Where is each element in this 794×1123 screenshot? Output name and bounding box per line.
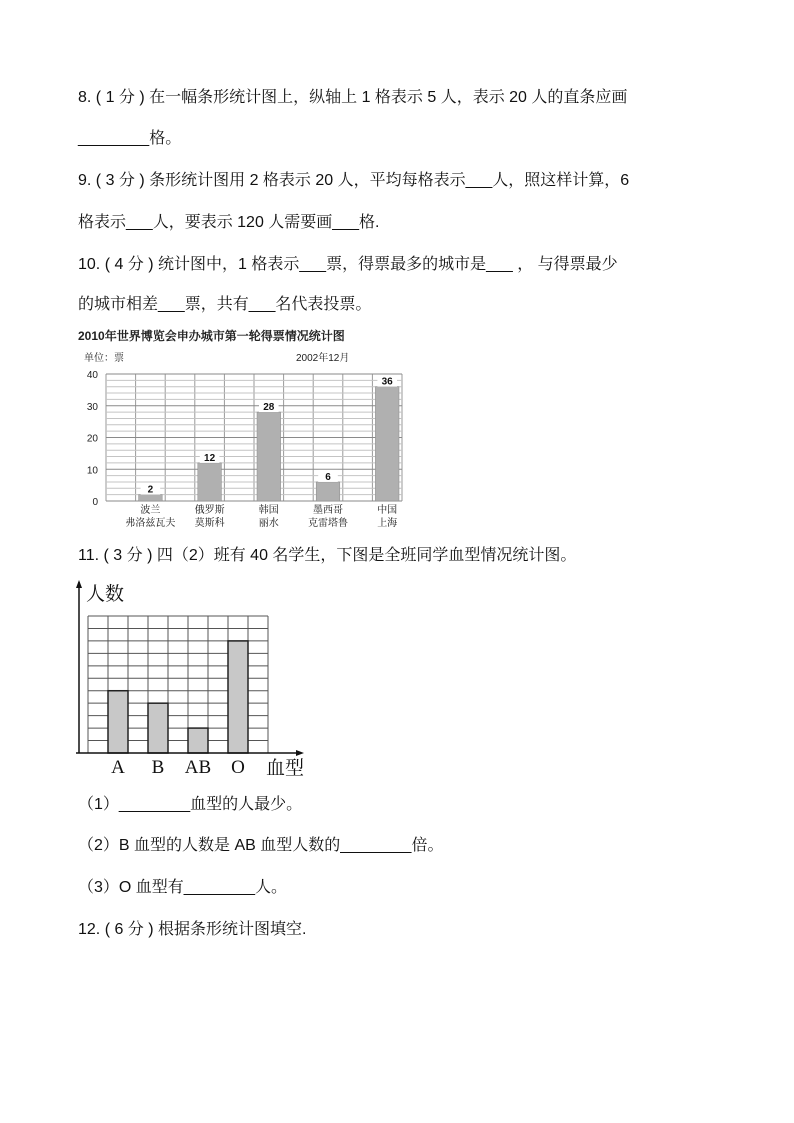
category-label: 墨西哥: [313, 505, 343, 516]
category-label: 上海: [377, 518, 398, 529]
chart-title: 2010年世界博览会申办城市第一轮得票情况统计图: [78, 329, 345, 343]
data-label: 12: [204, 452, 216, 464]
question-8-line2: ________格。: [78, 130, 182, 147]
question-10-line1: 10. ( 4 分 ) 统计图中，1 格表示___票，得票最多的城市是___ ， 与得票最少: [78, 256, 618, 273]
bar: [316, 482, 340, 501]
y-tick-label: 30: [86, 401, 98, 413]
question-10-line2: 的城市相差___票，共有___名代表投票。: [78, 296, 372, 313]
bar: [108, 691, 128, 753]
y-axis-label: 人数: [86, 584, 125, 605]
data-label: 36: [381, 376, 393, 388]
bar: [257, 412, 281, 501]
category-label: 克雷塔鲁: [308, 518, 348, 529]
data-label: 6: [325, 471, 331, 483]
data-label: 28: [263, 402, 275, 414]
bar: [188, 728, 208, 753]
category-label: 莫斯科: [194, 518, 225, 529]
y-tick-label: 20: [86, 433, 98, 445]
question-11-sub1: （1）________血型的人最少。: [78, 796, 303, 813]
x-axis-arrow-icon: [296, 750, 304, 756]
y-tick-label: 10: [86, 465, 98, 477]
city-votes-chart: [76, 326, 406, 532]
category-label: 波兰: [140, 505, 161, 516]
chart-unit-label: 单位：票: [84, 353, 124, 364]
bar: [148, 703, 168, 753]
y-tick-label: 0: [92, 497, 98, 508]
category-label: O: [231, 757, 245, 778]
question-9-line2: 格表示___人，要表示 120 人需要画___格.: [78, 214, 380, 231]
category-label: 丽水: [258, 518, 279, 529]
question-11-line1: 11. ( 3 分 ) 四（2）班有 40 名学生，下图是全班同学血型情况统计图。: [78, 547, 577, 564]
category-label: A: [111, 757, 125, 778]
category-label: 弗洛兹瓦夫: [125, 518, 176, 529]
bar: [228, 641, 248, 753]
question-9-line1: 9. ( 3 分 ) 条形统计图用 2 格表示 20 人，平均每格表示___人，照这样计算，6: [78, 172, 630, 189]
category-label: 中国: [377, 505, 398, 516]
category-label: B: [151, 757, 165, 778]
blood-type-chart: [76, 578, 312, 780]
category-label: 韩国: [258, 505, 279, 516]
question-12-line1: 12. ( 6 分 ) 根据条形统计图填空.: [78, 921, 307, 938]
bar: [375, 387, 399, 501]
question-11-sub3: （3）O 血型有________人。: [78, 879, 287, 896]
y-tick-label: 40: [86, 370, 98, 381]
category-label: 俄罗斯: [194, 505, 225, 516]
question-11-sub2: （2）B 血型的人数是 AB 血型人数的________倍。: [78, 837, 444, 854]
data-label: 2: [147, 484, 154, 496]
category-label: AB: [184, 757, 212, 778]
bar: [198, 463, 222, 501]
question-8-line1: 8. ( 1 分 ) 在一幅条形统计图上，纵轴上 1 格表示 5 人，表示 20 人的直条应画: [78, 89, 628, 106]
y-axis-arrow-icon: [76, 580, 82, 588]
chart-date-label: 2002年12月: [296, 353, 350, 364]
x-axis-label: 血型: [266, 758, 305, 779]
